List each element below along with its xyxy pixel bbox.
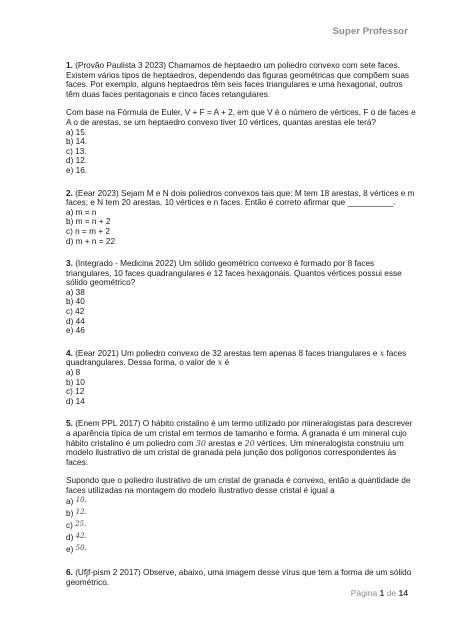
option-b[interactable]: b) 14. [66,137,88,147]
question-number: 4. [66,348,73,358]
question-text-c: vértices. Um mineralogista construiu um modelo ilustrativo de um cristal de granada pela junção dos polígonos correspondentes às faces. [66,438,404,467]
option-c[interactable]: c) 42 [66,307,85,317]
option-a[interactable]: a) 8 [66,368,81,378]
option-label: b) [66,508,74,518]
question-1 [66,61,416,176]
option-d[interactable] [66,532,416,543]
option-a[interactable] [66,496,416,507]
question-text-b: faces quadrangulares. Dessa forma, o valor de [66,348,407,368]
option-e[interactable]: e) 16. [66,165,88,175]
question-text: (Eear 2023) Sejam M e N dois poliedros convexos tais que: M tem 18 arestas, 8 vértices e m faces; e N tem 20 arestas, 10 vértices e n faces. Então é correto afirmar que __________. [66,188,415,208]
question-4 [66,349,416,407]
question-number: 2. [66,188,73,198]
option-b[interactable]: b) 40 [66,297,85,307]
option-a[interactable]: a) m = n [66,207,97,217]
question-5-prompt: Supondo que o poliedro ilustrativo de um cristal de granada é convexo, então a quantidade de faces utilizadas na montagem do modelo ilustrativo desse cristal é igual a [66,476,411,495]
question-6-statement [66,568,416,587]
question-text: (Integrado - Medicina 2022) Um sólido geométrico convexo é formado por 8 faces triangulares, 10 faces quadrangulares e 12 faces hexagonais. Quantos vértices possui esse sólido geométrico? [66,259,402,288]
question-2 [66,189,416,247]
question-text-a: (Eear 2021) Um poliedro convexo de 32 arestas tem apenas 8 faces triangulares e [75,348,380,358]
options-list [66,368,416,406]
page-footer [351,588,408,598]
question-text: (Provão Paulista 3 2023) Chamamos de heptaedro um poliedro convexo com sete faces. Existem vários tipos de heptaedros, dependendo das figuras geométricas que compõem suas faces. Por exemplo, alguns heptaedros têm seis faces triangulares e uma hexagonal, outros têm duas faces pentagonais e cinco faces retangulares. [66,61,410,99]
option-value: 50. [75,544,87,553]
question-text-a: (Enem PPL 2017) O hábito cristalino é um termo utilizado por mineralogistas para descrever a aparência típica de um cristal em termos de tamanho e forma. A granada é um mineral cujo hábito cristalino é um poliedro com [66,419,413,448]
option-c[interactable]: c) n = m + 2 [66,226,111,236]
math-value: 20 [244,438,255,448]
options-list [66,288,416,336]
question-3 [66,259,416,336]
option-e[interactable] [66,544,416,555]
header-brand: Super Professor [332,26,408,37]
question-number: 1. [66,61,73,70]
options-list [66,128,416,176]
current-page: 1 [379,588,385,598]
option-b[interactable] [66,508,416,519]
question-3-statement [66,259,416,288]
option-label: c) [66,520,73,530]
option-d[interactable]: d) 12. [66,156,88,166]
option-c[interactable]: c) 13. [66,146,87,156]
question-2-statement [66,189,416,208]
question-5-statement [66,419,416,467]
question-list [66,61,416,600]
math-value: 30 [195,438,206,448]
option-value: 10. [75,495,87,504]
option-d[interactable]: d) m + n = 22 [66,236,116,246]
option-b[interactable]: b) 10 [66,377,85,387]
option-d[interactable]: d) 14 [66,396,85,406]
footer-middle: de [386,588,397,598]
option-label: e) [66,545,74,555]
question-number: 6. [66,567,73,577]
question-text-b: arestas e [205,438,245,448]
option-label: d) [66,533,74,543]
question-4-statement [66,349,416,368]
option-value: 25. [75,519,87,528]
option-d[interactable]: d) 44 [66,316,85,326]
question-5 [66,419,416,555]
options-list [66,208,416,246]
math-variable: x [217,358,223,368]
question-text-c: é [222,358,230,368]
question-number: 3. [66,259,73,269]
option-b[interactable]: b) m = n + 2 [66,217,111,227]
question-6 [66,568,416,587]
option-c[interactable]: c) 12 [66,387,85,397]
option-a[interactable]: a) 15. [66,127,88,137]
option-c[interactable] [66,520,416,531]
question-1-statement [66,61,416,99]
option-e[interactable]: e) 46 [66,326,85,336]
footer-prefix: Página [350,588,378,598]
option-a[interactable]: a) 38 [66,287,85,297]
options-list [66,496,416,555]
option-value: 12. [75,507,87,516]
question-text: (Ufjf-pism 2 2017) Observe, abaixo, uma imagem desse vírus que tem a forma de um sólido geométrico. [66,567,412,587]
total-pages: 14 [398,588,408,598]
question-1-prompt: Com base na Fórmula de Euler, V + F = A + 2, em que V é o número de vértices, F o de faces e A o de arestas, se um heptaedro convexo tiver 10 vértices, quantas arestas ele terá? [66,108,416,127]
option-value: 42. [75,532,87,541]
math-variable: x [379,348,385,358]
option-label: a) [66,496,74,506]
question-number: 5. [66,419,73,429]
